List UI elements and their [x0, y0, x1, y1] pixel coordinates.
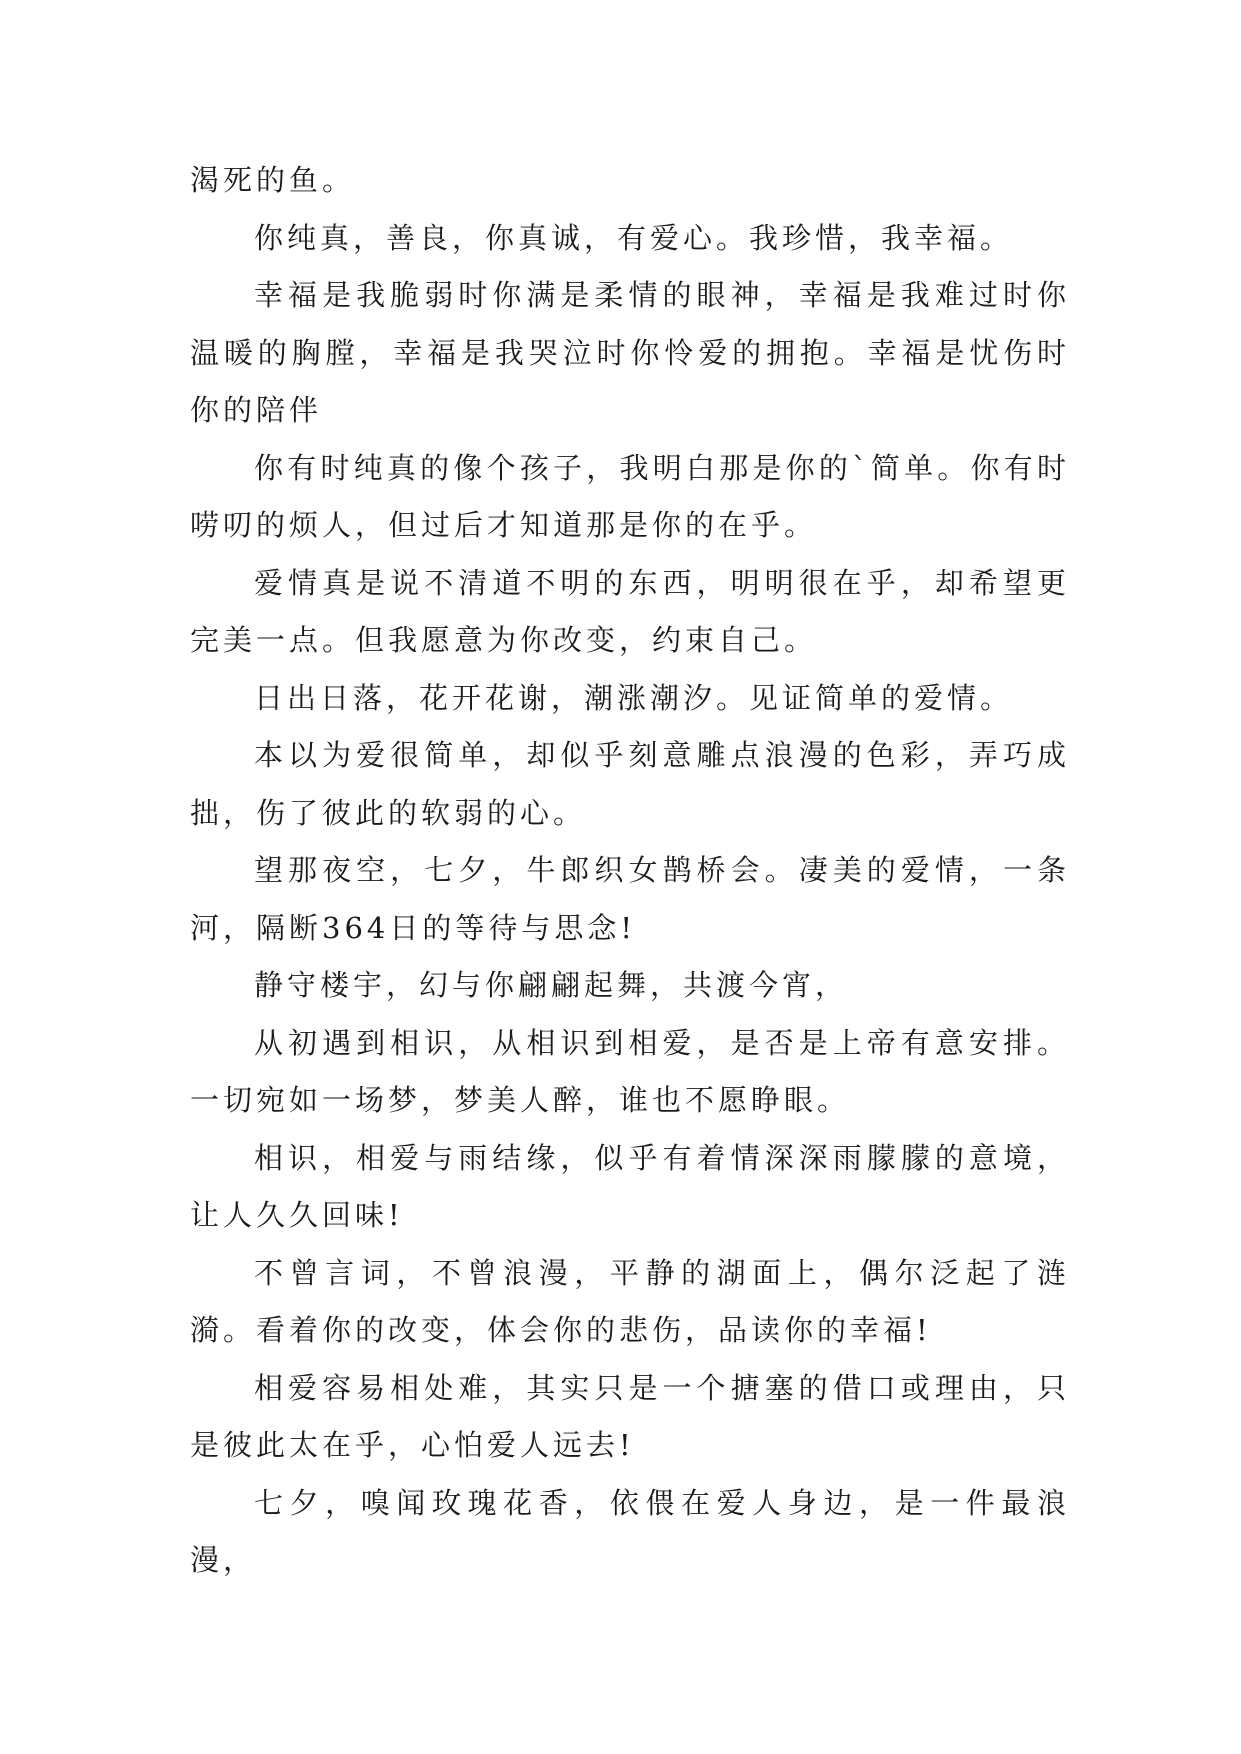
document-body: [190, 152, 1070, 1590]
paragraph: 静守楼宇，幻与你翩翩起舞，共渡今宵，: [254, 968, 849, 1002]
paragraph: 七夕，嗅闻玫瑰花香，依偎在爱人身边，是一件最浪漫，: [190, 1485, 1070, 1577]
paragraph: 幸福是我脆弱时你满是柔情的眼神，幸福是我难过时你温暖的胸膛，幸福是我哭泣时你怜爱的拥抱。幸福是忧伤时你的陪伴: [190, 278, 1070, 427]
paragraph: 望那夜空，七夕，牛郎织女鹊桥会。凄美的爱情，一条河，隔断364日的等待与思念!: [190, 853, 1070, 945]
paragraph: 相识，相爱与雨结缘，似乎有着情深深雨朦朦的意境，让人久久回味!: [190, 1140, 1070, 1232]
paragraph: 不曾言词，不曾浪漫，平静的湖面上，偶尔泛起了涟漪。看着你的改变，体会你的悲伤，品读你的幸福!: [190, 1255, 1070, 1347]
paragraph: 从初遇到相识，从相识到相爱，是否是上帝有意安排。一切宛如一场梦，梦美人醉，谁也不愿睁眼。: [190, 1025, 1070, 1117]
paragraph: 渴死的鱼。: [190, 163, 356, 197]
paragraph: 本以为爱很简单，却似乎刻意雕点浪漫的色彩，弄巧成拙，伤了彼此的软弱的心。: [190, 738, 1070, 830]
paragraph: 你有时纯真的像个孩子，我明白那是你的`简单。你有时唠叨的烦人，但过后才知道那是你的在乎。: [190, 450, 1070, 542]
paragraph: 日出日落，花开花谢，潮涨潮汐。见证简单的爱情。: [254, 680, 1014, 715]
paragraph: 相爱容易相处难，其实只是一个搪塞的借口或理由，只是彼此太在乎，心怕爱人远去!: [190, 1370, 1070, 1462]
paragraph: 你纯真，善良，你真诚，有爱心。我珍惜，我幸福。: [254, 220, 1014, 255]
paragraph: 爱情真是说不清道不明的东西，明明很在乎，却希望更完美一点。但我愿意为你改变，约束自己。: [190, 565, 1070, 657]
